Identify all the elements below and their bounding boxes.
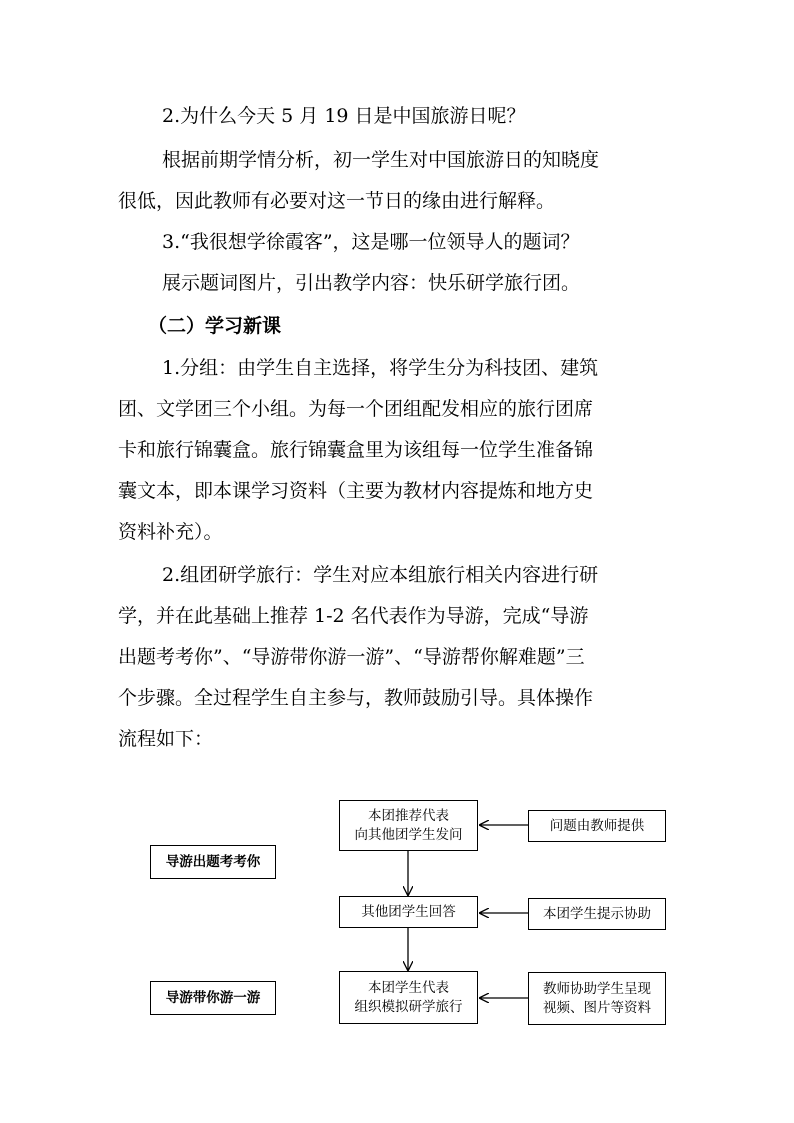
paragraph-line: 流程如下： — [118, 728, 214, 750]
paragraph-line: 根据前期学情分析，初一学生对中国旅游日的知晓度 — [162, 149, 600, 171]
paragraph-line: 展示题词图片，引出教学内容：快乐研学旅行团。 — [162, 272, 581, 294]
right-box-teacher-question — [528, 810, 666, 842]
box-text: 其他团学生回答 — [361, 903, 456, 920]
box-text: 本团学生提示协助 — [543, 905, 651, 922]
paragraph-line: 卡和旅行锦囊盒。旅行锦囊盒里为该组每一位学生准备锦 — [118, 439, 594, 461]
paragraph-line: 个步骤。全过程学生自主参与，教师鼓励引导。具体操作 — [118, 687, 594, 709]
paragraph-line: 囊文本，即本课学习资料（主要为教材内容提炼和地方史 — [118, 480, 594, 502]
box-text-line: 组织模拟研学旅行 — [354, 998, 463, 1015]
right-box-peer-hint — [528, 898, 666, 930]
right-box-teacher-media — [528, 972, 666, 1025]
paragraph-line: 团、文学团三个小组。为每一个团组配发相应的旅行团席 — [118, 398, 594, 420]
box-text-line: 向其他团学生发问 — [354, 826, 463, 843]
box-text-line: 本团学生代表 — [368, 979, 449, 996]
stage-label: 导游出题考考你 — [165, 853, 261, 870]
box-text-line: 教师协助学生呈现 — [543, 980, 651, 997]
stage-label: 导游带你游一游 — [165, 989, 261, 1006]
box-text: 问题由教师提供 — [549, 817, 645, 834]
paragraph-line: 学，并在此基础上推荐 1-2 名代表作为导游，完成“导游 — [118, 605, 589, 627]
question-3: 3.“我很想学徐霞客”，这是哪一位领导人的题词？ — [162, 231, 580, 253]
section-heading: （二）学习新课 — [148, 315, 282, 337]
center-box-organize — [339, 971, 478, 1024]
paragraph-line: 资料补充）。 — [118, 521, 223, 543]
stage-box-quiz — [150, 845, 276, 879]
paragraph-line: 出题考考你”、“导游带你游一游”、“导游帮你解难题”三 — [118, 646, 585, 668]
box-text-line: 本团推荐代表 — [368, 807, 449, 824]
center-box-ask — [339, 800, 478, 851]
box-text-line: 视频、图片等资料 — [543, 999, 651, 1016]
center-box-answer — [339, 896, 478, 928]
paragraph-line: 很低，因此教师有必要对这一节日的缘由进行解释。 — [118, 190, 556, 212]
paragraph-line: 2.组团研学旅行：学生对应本组旅行相关内容进行研 — [162, 564, 599, 586]
question-2: 2.为什么今天 5 月 19 日是中国旅游日呢？ — [162, 105, 526, 127]
stage-box-tour — [150, 981, 276, 1015]
paragraph-line: 1.分组：由学生自主选择，将学生分为科技团、建筑 — [162, 357, 599, 379]
